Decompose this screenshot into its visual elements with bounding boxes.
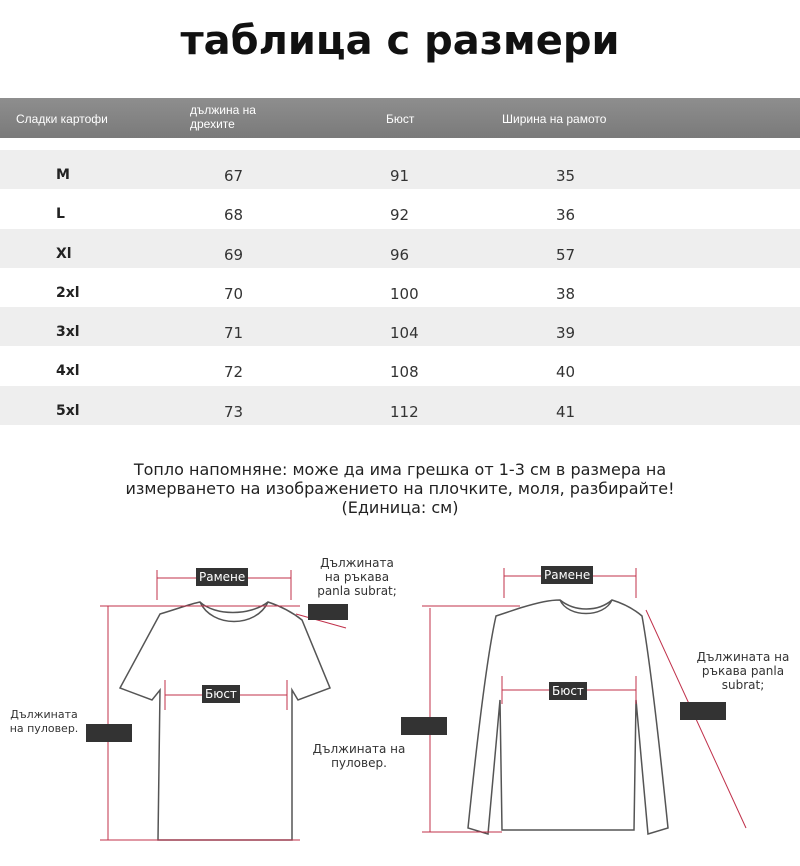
- cell-shoulder: 40: [556, 363, 576, 382]
- cell-length: 69: [224, 245, 244, 264]
- table-row: [0, 229, 800, 268]
- header-shoulder: Ширина на рамото: [502, 112, 607, 126]
- cell-length: 73: [224, 402, 244, 421]
- page-title: таблица с размери: [180, 18, 620, 64]
- table-row: [0, 386, 800, 425]
- bust-tag-left: Бюст: [202, 685, 240, 703]
- note-unit: (Единица: см): [341, 498, 459, 517]
- shoulder-tag-left: Рамене: [196, 568, 248, 586]
- sleeve-label-left: Дължината на ръкава panla subrat;: [317, 556, 397, 598]
- cell-size: 2xl: [56, 284, 80, 301]
- measurement-note: [0, 460, 800, 517]
- sleeve-marker-right: [680, 702, 726, 720]
- table-row: [0, 189, 800, 228]
- cell-bust: 104: [390, 324, 419, 343]
- table-row: [0, 268, 800, 307]
- note-line: измерването на изображението на плочките, моля, разбирайте!: [125, 479, 675, 498]
- cell-shoulder: 57: [556, 245, 576, 264]
- bust-tag-right: Бюст: [549, 682, 587, 700]
- cell-bust: 108: [390, 363, 419, 382]
- cell-length: 71: [224, 324, 244, 343]
- length-marker-right: [401, 717, 447, 735]
- cell-bust: 92: [390, 206, 410, 225]
- cell-size: Xl: [56, 245, 72, 262]
- sweater-collar: [560, 600, 612, 614]
- cell-size: 5xl: [56, 402, 80, 419]
- sleeve-marker-left: [308, 604, 348, 620]
- cell-size: 3xl: [56, 324, 80, 341]
- length-marker-left: [86, 724, 132, 742]
- cell-length: 70: [224, 284, 244, 303]
- cell-length: 67: [224, 167, 244, 185]
- cell-shoulder: 38: [556, 284, 576, 303]
- length-label-left: Дължината на пуловер.: [9, 708, 79, 735]
- cell-bust: 100: [390, 284, 419, 303]
- note-line: Топло напомняне: може да има грешка от 1-3 см в размера на: [133, 460, 667, 479]
- cell-bust: 91: [390, 167, 410, 185]
- cell-bust: 96: [390, 245, 410, 264]
- shoulder-tag-right: Рамене: [541, 566, 593, 584]
- sweater-outline: [468, 600, 668, 834]
- size-table-body: [0, 150, 800, 425]
- cell-size: L: [56, 206, 65, 223]
- header-bust: Бюст: [386, 112, 415, 126]
- cell-shoulder: 39: [556, 324, 576, 343]
- cell-size: M: [56, 167, 70, 183]
- table-header: [0, 98, 800, 138]
- length-label-middle: Дължината на пуловер.: [312, 742, 406, 770]
- header-length: дължина на дрехите: [190, 103, 256, 131]
- cell-size: 4xl: [56, 363, 80, 380]
- cell-bust: 112: [390, 402, 419, 421]
- table-row: [0, 150, 800, 189]
- table-row: [0, 307, 800, 346]
- measurement-diagram: [0, 550, 800, 866]
- sweater-measure-lines: [422, 568, 746, 832]
- cell-length: 72: [224, 363, 244, 382]
- tshirt-outline: [120, 602, 330, 840]
- cell-length: 68: [224, 206, 244, 225]
- sleeve-label-right: Дължината на ръкава panla subrat;: [696, 650, 790, 692]
- cell-shoulder: 35: [556, 167, 576, 185]
- table-row: [0, 346, 800, 385]
- header-size: Сладки картофи: [16, 112, 108, 126]
- cell-shoulder: 41: [556, 402, 576, 421]
- cell-shoulder: 36: [556, 206, 576, 225]
